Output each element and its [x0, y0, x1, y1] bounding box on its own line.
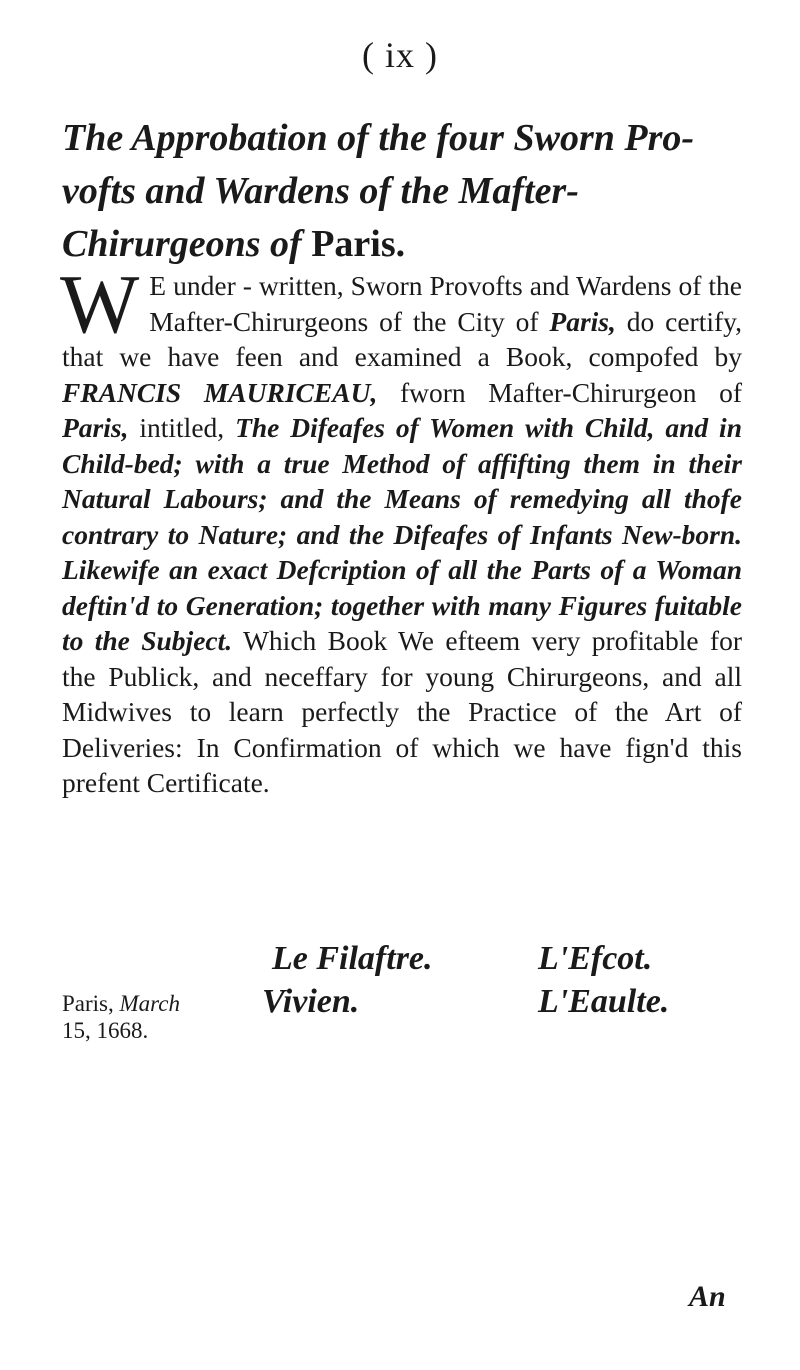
signature: L'Eaulte.: [538, 983, 670, 1020]
date-place: Paris,: [62, 991, 114, 1016]
text-segment: fworn Mafter-Chirurgeon of: [377, 376, 742, 408]
signature: L'Efcot.: [538, 940, 653, 977]
date-block: [62, 990, 180, 1044]
approbation-text: [60, 258, 743, 801]
catchword: An: [689, 1280, 726, 1313]
text-segment: E under - written, Sworn Provofts and Wardens of the Mafter-Chirurgeons of the City of: [149, 270, 742, 337]
book-title: The Difeafes of Women with Child, and in Child-bed; with a true Method of affifting them in their Natural Labours; and the Means of remedying all thofe contrary to Nature; and the Difeafes of Infants New-born. Likewife an exact Defcription of all the Parts of a Woman deftin'd to Generation; together with many Figures fuitable to the Subject.: [62, 412, 742, 656]
drop-cap: W: [60, 258, 140, 351]
date-month: March: [119, 991, 180, 1016]
text-segment-italic: Paris,: [62, 412, 129, 443]
signature: Le Filaftre.: [272, 940, 433, 977]
text-segment-italic: Paris,: [549, 305, 616, 337]
text-segment: Which Book We efteem very profitable for the Publick, and neceffary for young Chirurgeons, and all Midwives to learn perfectly the Practice of the Art of Deliveries: In Confirmation of which we have fign'd this prefent Certificate.: [62, 625, 743, 798]
text-segment: intitled,: [128, 412, 236, 443]
date-day-year: 15, 1668.: [62, 1018, 149, 1043]
page-number: ( ix ): [362, 35, 438, 75]
page-title: [62, 112, 752, 271]
signature: Vivien.: [262, 983, 360, 1020]
author-name: FRANCIS MAURICEAU,: [62, 376, 378, 408]
title-city: Paris.: [311, 223, 406, 265]
title-main: The Approbation of the four Sworn Pro- vofts and Wardens of the Mafter- Chirurgeons of: [62, 117, 695, 265]
text-segment: do certify, that we have feen and examined a Book, compofed by: [62, 305, 742, 372]
